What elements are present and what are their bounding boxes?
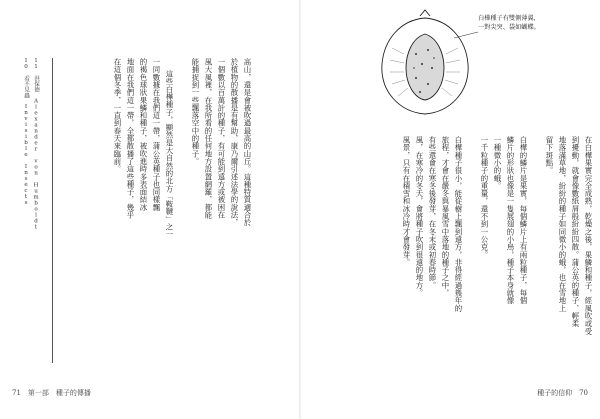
- body-line: 風大風裡，在我所看的任何地方設置網羅，都能: [204, 58, 213, 219]
- body-line: 地落滿草地，紛紛的種子如同微小的蛾，也在雪地上: [558, 136, 567, 312]
- body-line: 有些還會在寒冬後發芽，在冬末或初春時節。: [428, 136, 437, 289]
- footnote-rule: [52, 58, 53, 363]
- body-line: 在這個冬季，一直到春天來臨前。: [113, 58, 122, 173]
- folio-left: 71 第一部 種子的傳播: [12, 389, 91, 397]
- illustration-caption: 白樺種子有雙側薄翼， 一對尖突、袋如蝴蝶。: [478, 15, 540, 31]
- body-line: 風景，只有在積雪和冰冷時才會發芽。: [402, 136, 411, 267]
- body-line: 於植物的散播是有幫助，康乃爾引述法學的說法，: [230, 58, 239, 227]
- body-line: 白樺的鱗片是果實，每個鱗片上有兩粒種子，每個: [519, 136, 528, 305]
- body-line: 地面在我們這一帶，全都散播了這些種子，幾乎: [126, 58, 135, 219]
- body-line: 一種微小的蛾。: [493, 136, 502, 190]
- footnote-10: 10 看不見蟲 Invisible Insects: [23, 58, 29, 207]
- body-line: 一同數據在我們這一帶，蒲公英種子也同樣飄: [152, 58, 161, 211]
- folio-right: 種子的信仰 70: [537, 389, 588, 397]
- body-line: 的褐色球狀果鱗和種子，被吹進時多表面結冰: [139, 58, 148, 211]
- body-line: 旅程，才會在嚴冬與暴風雪中落地的種子之中，: [441, 136, 450, 297]
- body-line: 這些白樺種子，顯然是大自然的北方「鞍韃」之一: [165, 70, 174, 239]
- body-line: 留下斑點。: [545, 136, 554, 175]
- body-line: 一個數以百萬計的種子，有可能到遠方或被困在: [217, 58, 226, 219]
- body-line: 到擾動，就會像數紙屑般紛紛四散。蒲公英的種子、輕柔: [571, 136, 580, 328]
- body-line: 鱗片的形狀也像是一隻展翅的小鳥，種子本身就像: [506, 136, 515, 305]
- right-page: [300, 0, 600, 419]
- footnote-11: 11 洪保德 Alexander von Humboldt: [33, 58, 39, 231]
- body-line: 在白樺果實完全成熟，乾燥之後，果鱗和種子，經風吹或受: [584, 136, 593, 335]
- body-line: 風，在寒冷的冬天，會將種子吹到很遠的地方。: [415, 136, 424, 297]
- body-line: 高山，還是會被吹過最高的山丘。這種特質適合於: [243, 58, 252, 227]
- body-line: 能捕捉到一些飄落空中的種子。: [191, 58, 200, 166]
- body-line: 一千粒種子的重量，還不到一公克。: [480, 136, 489, 259]
- birch-seed-illustration: [370, 8, 480, 120]
- body-line: 白樺種子很小，能從樹上飄到遠方，非得經過幾年的: [454, 136, 463, 312]
